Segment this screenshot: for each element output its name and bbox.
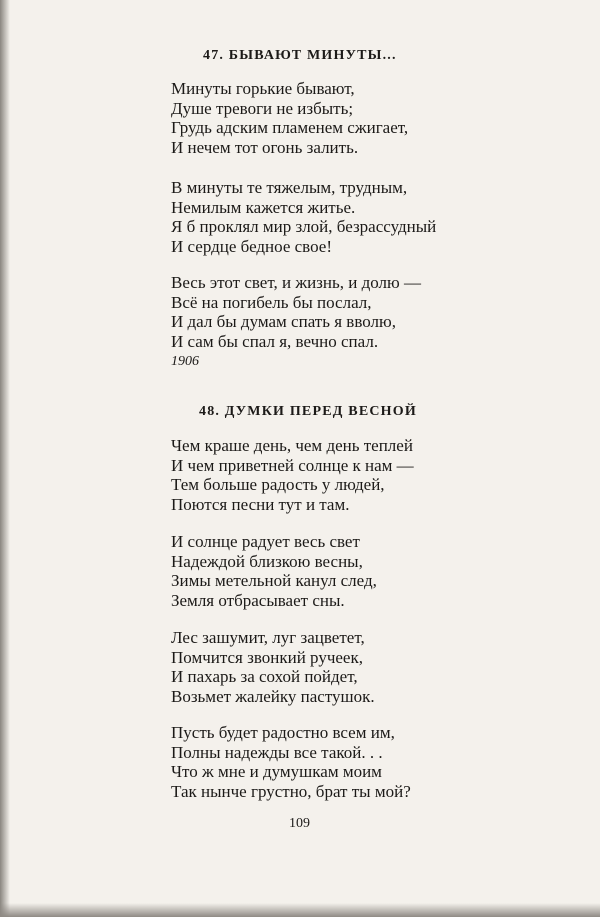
verse-line: Душе тревоги не избыть; — [171, 98, 354, 118]
page-number: 109 — [289, 816, 310, 831]
verse-line: И солнце радует весь свет — [171, 532, 360, 551]
verse-line: Весь этот свет, и жизнь, и долю — — [171, 273, 421, 292]
verse-line: И дал бы думам спать я вволю, — [171, 312, 396, 332]
stanza — [171, 178, 436, 256]
verse-line: Полны надежды все такой. . . — [171, 742, 383, 762]
verse-line: Я б проклял мир злой, безрассудный — [171, 217, 437, 237]
stanza — [171, 436, 414, 514]
verse-line: В минуты те тяжелым, трудным, — [171, 178, 408, 197]
verse-line: Пусть будет радостно всем им, — [171, 723, 395, 742]
stanza — [171, 532, 377, 610]
page-bottom-shadow — [0, 903, 600, 917]
stanza — [171, 79, 408, 157]
verse-line: И пахарь за сохой пойдет, — [171, 667, 358, 687]
stanza — [171, 628, 375, 706]
verse-line: Чем краше день, чем день теплей — [171, 436, 413, 455]
verse-line: Поются песни тут и там. — [171, 494, 350, 514]
verse-line: Немилым кажется житье. — [171, 197, 356, 217]
verse-line: Возьмет жалейку пастушок. — [171, 686, 375, 706]
verse-line: Помчится звонкий ручеек, — [171, 647, 363, 667]
poem-date: 1906 — [171, 354, 199, 369]
verse-line: Тем больше радость у людей, — [171, 475, 385, 495]
verse-line: Минуты горькие бывают, — [171, 79, 355, 98]
stanza — [171, 723, 411, 801]
verse-line: И сердце бедное свое! — [171, 236, 333, 256]
verse-line: И чем приветней солнце к нам — — [171, 455, 414, 475]
verse-line: Грудь адским пламенем сжигает, — [171, 118, 409, 138]
verse-line: Земля отбрасывает сны. — [171, 590, 345, 610]
verse-line: Что ж мне и думушкам моим — [171, 762, 382, 782]
verse-line: Всё на погибель бы послал, — [171, 292, 372, 312]
verse-line: Надеждой близкою весны, — [171, 551, 363, 571]
poem-title: 48. ДУМКИ ПЕРЕД ВЕСНОЙ — [199, 404, 417, 419]
poem-title: 47. БЫВАЮТ МИНУТЫ... — [203, 48, 397, 63]
stanza — [171, 273, 421, 351]
verse-line: Так нынче грустно, брат ты мой? — [171, 781, 411, 801]
verse-line: Лес зашумит, луг зацветет, — [171, 628, 365, 647]
page-edge-shadow — [0, 0, 10, 917]
verse-line: И нечем тот огонь залить. — [171, 137, 359, 157]
verse-line: Зимы метельной канул след, — [171, 571, 377, 591]
verse-line: И сам бы спал я, вечно спал. — [171, 331, 379, 351]
